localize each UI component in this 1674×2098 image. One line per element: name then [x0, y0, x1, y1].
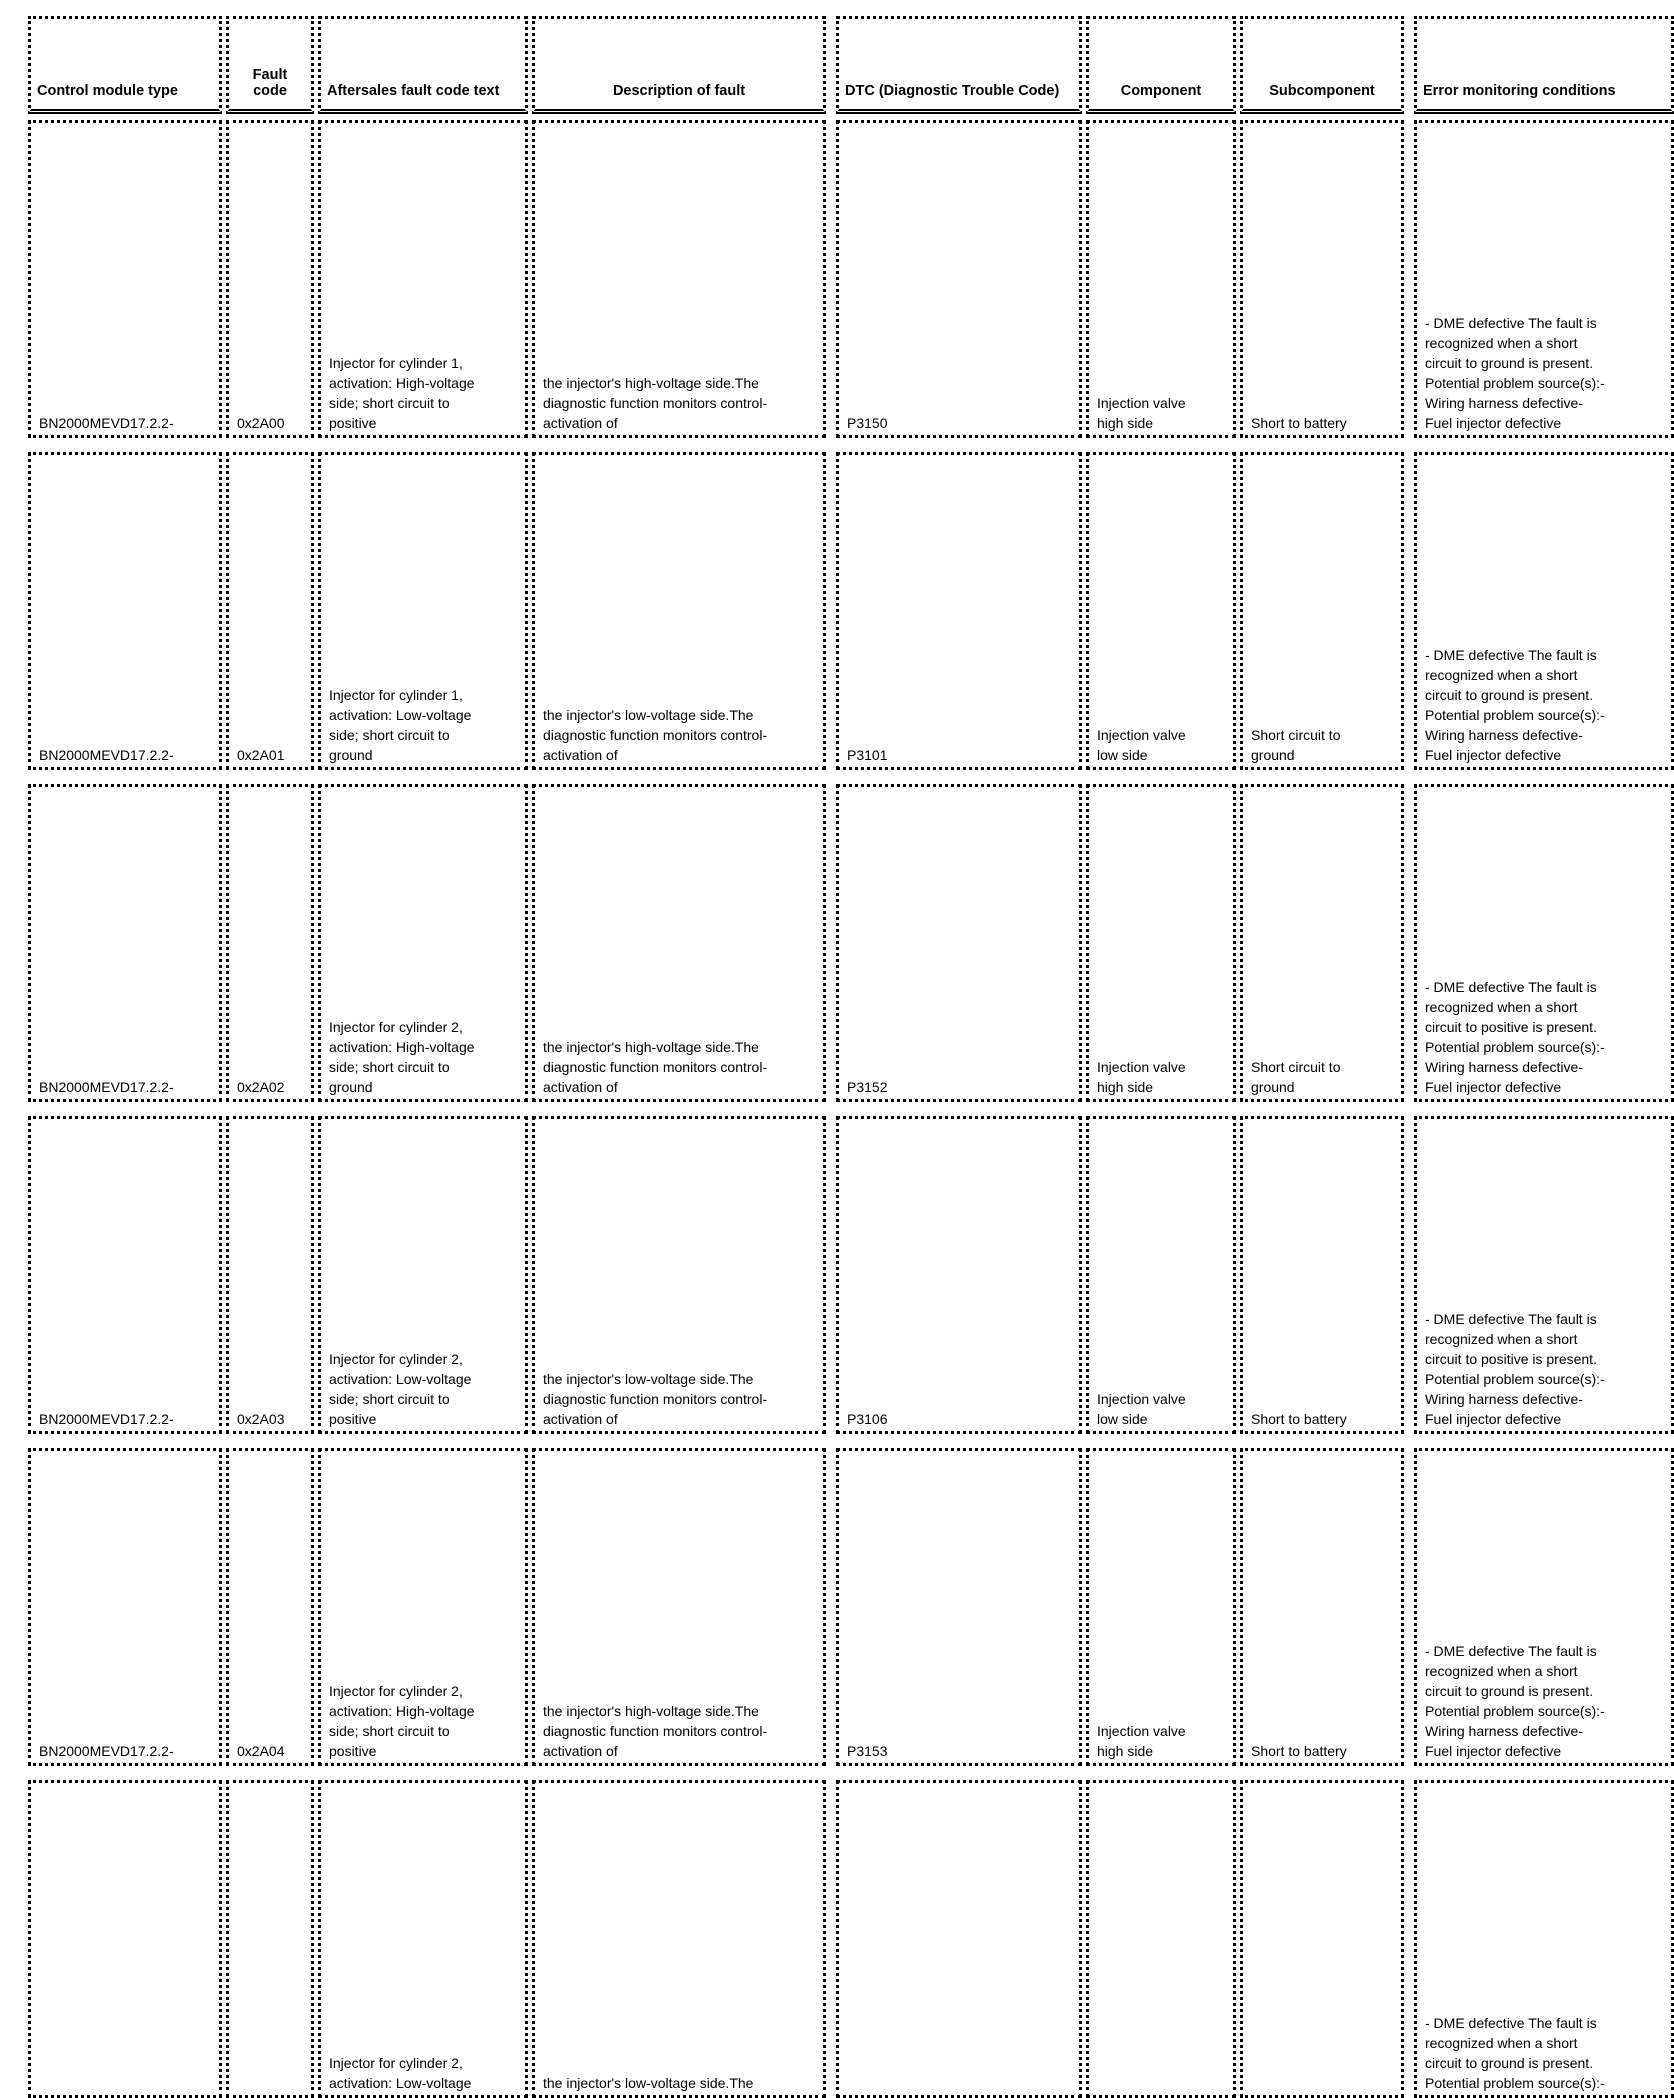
table-row-2-conditions: - DME defective The fault is recognized when a short circuit to ground is present. Potential problem source(s):- Wiring harness defective- Fuel injector defective: [1414, 452, 1674, 770]
table-row-4-module: BN2000MEVD17.2.2-: [28, 1116, 222, 1434]
table-row-4-conditions: - DME defective The fault is recognized when a short circuit to positive is present. Potential problem source(s):- Wiring harness defective- Fuel injector defective: [1414, 1116, 1674, 1434]
table-row-1-subcomponent: Short to battery: [1240, 120, 1404, 438]
table-row-3-code: 0x2A02: [226, 784, 314, 1102]
header-description-of-fault: Description of fault: [532, 16, 826, 114]
table-row-6-conditions: - DME defective The fault is recognized when a short circuit to ground is present. Potential problem source(s):-: [1414, 1780, 1674, 2098]
table-row-3-dtc: P3152: [836, 784, 1082, 1102]
table-row-5-subcomponent: Short to battery: [1240, 1448, 1404, 1766]
table-row-1-dtc: P3150: [836, 120, 1082, 438]
header-aftersales-fault-code-text: Aftersales fault code text: [318, 16, 528, 114]
header-control-module-type: Control module type: [28, 16, 222, 114]
table-row-1-module: BN2000MEVD17.2.2-: [28, 120, 222, 438]
header-error-monitoring-conditions: Error monitoring conditions: [1414, 16, 1674, 114]
table-row-2-desc: the injector's low-voltage side.The diagnostic function monitors control- activation of: [532, 452, 826, 770]
table-row-2-component: Injection valve low side: [1086, 452, 1236, 770]
header-component: Component: [1086, 16, 1236, 114]
table-row-1-component: Injection valve high side: [1086, 120, 1236, 438]
table-row-5-desc: the injector's high-voltage side.The diagnostic function monitors control- activation of: [532, 1448, 826, 1766]
table-row-3-subcomponent: Short circuit to ground: [1240, 784, 1404, 1102]
table-row-4-desc: the injector's low-voltage side.The diagnostic function monitors control- activation of: [532, 1116, 826, 1434]
table-row-2-subcomponent: Short circuit to ground: [1240, 452, 1404, 770]
header-dtc: DTC (Diagnostic Trouble Code): [836, 16, 1082, 114]
table-row-2-dtc: P3101: [836, 452, 1082, 770]
table-row-5-module: BN2000MEVD17.2.2-: [28, 1448, 222, 1766]
table-row-3-desc: the injector's high-voltage side.The diagnostic function monitors control- activation of: [532, 784, 826, 1102]
table-row-5-code: 0x2A04: [226, 1448, 314, 1766]
table-row-4-component: Injection valve low side: [1086, 1116, 1236, 1434]
table-row-1-conditions: - DME defective The fault is recognized when a short circuit to ground is present. Potential problem source(s):- Wiring harness defective- Fuel injector defective: [1414, 120, 1674, 438]
table-row-4-subcomponent: Short to battery: [1240, 1116, 1404, 1434]
header-subcomponent: Subcomponent: [1240, 16, 1404, 114]
table-row-5-text: Injector for cylinder 2, activation: High-voltage side; short circuit to positive: [318, 1448, 528, 1766]
table-row-2-text: Injector for cylinder 1, activation: Low-voltage side; short circuit to ground: [318, 452, 528, 770]
table-row-1-text: Injector for cylinder 1, activation: High-voltage side; short circuit to positive: [318, 120, 528, 438]
header-fault-code: Fault code: [226, 16, 314, 114]
table-row-1-desc: the injector's high-voltage side.The diagnostic function monitors control- activation of: [532, 120, 826, 438]
table-row-4-code: 0x2A03: [226, 1116, 314, 1434]
table-row-3-component: Injection valve high side: [1086, 784, 1236, 1102]
table-row-4-dtc: P3106: [836, 1116, 1082, 1434]
table-row-6-desc: the injector's low-voltage side.The: [532, 1780, 826, 2098]
table-row-3-conditions: - DME defective The fault is recognized when a short circuit to positive is present. Potential problem source(s):- Wiring harness defective- Fuel injector defective: [1414, 784, 1674, 1102]
table-row-3-text: Injector for cylinder 2, activation: High-voltage side; short circuit to ground: [318, 784, 528, 1102]
table-row-1-code: 0x2A00: [226, 120, 314, 438]
table-row-6-module: [28, 1780, 222, 2098]
table-row-6-code: [226, 1780, 314, 2098]
table-row-6-dtc: [836, 1780, 1082, 2098]
table-row-5-conditions: - DME defective The fault is recognized when a short circuit to ground is present. Potential problem source(s):- Wiring harness defective- Fuel injector defective: [1414, 1448, 1674, 1766]
table-row-2-module: BN2000MEVD17.2.2-: [28, 452, 222, 770]
table-row-5-component: Injection valve high side: [1086, 1448, 1236, 1766]
table-row-6-text: Injector for cylinder 2, activation: Low-voltage: [318, 1780, 528, 2098]
table-row-3-module: BN2000MEVD17.2.2-: [28, 784, 222, 1102]
table-row-4-text: Injector for cylinder 2, activation: Low-voltage side; short circuit to positive: [318, 1116, 528, 1434]
table-row-6-component: [1086, 1780, 1236, 2098]
table-row-2-code: 0x2A01: [226, 452, 314, 770]
table-row-5-dtc: P3153: [836, 1448, 1082, 1766]
table-row-6-subcomponent: [1240, 1780, 1404, 2098]
